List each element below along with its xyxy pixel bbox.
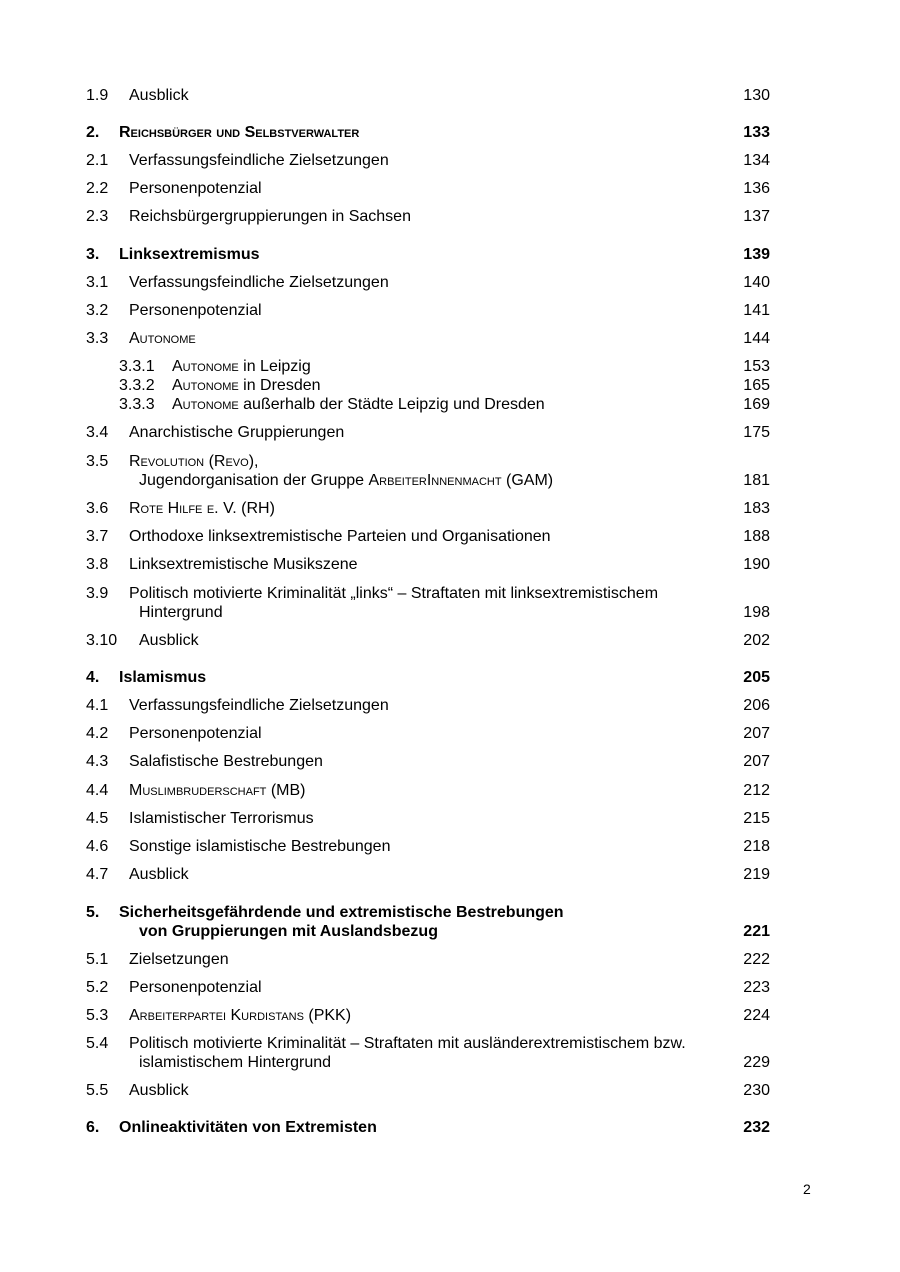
entry-title: Personenpotenzial (129, 979, 262, 996)
toc-entry (0, 179, 900, 199)
toc-subentry (0, 376, 900, 396)
entry-title: Zielsetzungen (129, 951, 229, 968)
toc-entry (0, 499, 900, 519)
entry-number: 3.3.2 (119, 377, 155, 394)
entry-page: 153 (743, 358, 770, 375)
entry-number: 3.8 (86, 556, 109, 573)
entry-title: Salafistische Bestrebungen (129, 753, 323, 770)
entry-page: 175 (743, 424, 770, 441)
toc-entry (0, 865, 900, 885)
entry-title: Linksextremistische Musikszene (129, 556, 358, 573)
entry-title: Ausblick (129, 87, 189, 104)
entry-number: 3.10 (86, 632, 118, 649)
entry-title-rest: in Dresden (238, 377, 321, 394)
entry-title-line2: islamistischem Hintergrund (139, 1054, 332, 1071)
entry-title: Politisch motivierte Kriminalität „links“ – Straftaten mit linksextremistischem (129, 585, 659, 602)
entry-title: Arbeiterpartei Kurdistans (PKK) (129, 1007, 352, 1024)
entry-title: Verfassungsfeindliche Zielsetzungen (129, 697, 389, 714)
toc-entry (0, 724, 900, 744)
entry-title-smallcaps: Autonome (172, 377, 239, 394)
entry-number: 3.4 (86, 424, 109, 441)
entry-number: 3.3.1 (119, 358, 155, 375)
entry-title: Reichsbürger und Selbstverwalter (119, 124, 360, 141)
entry-page: 222 (743, 951, 770, 968)
entry-title: Ausblick (129, 1082, 189, 1099)
toc-entry (0, 781, 900, 801)
entry-number: 4.3 (86, 753, 109, 770)
entry-number: 3.3.3 (119, 396, 155, 413)
toc-entry (0, 301, 900, 321)
entry-page: 215 (743, 810, 770, 827)
entry-page: 181 (743, 472, 770, 489)
page-number: 2 (803, 1181, 811, 1197)
toc-entry (0, 696, 900, 716)
toc-entry (0, 329, 900, 349)
entry-number: 5. (86, 904, 100, 921)
entry-number: 3.2 (86, 302, 109, 319)
entry-page: 169 (743, 396, 770, 413)
entry-title: Sicherheitsgefährdende und extremistische Bestrebungen (119, 904, 564, 921)
entry-page: 218 (743, 838, 770, 855)
entry-title: Muslimbruderschaft (MB) (129, 782, 306, 799)
entry-page: 165 (743, 377, 770, 394)
toc-chapter-entry (0, 123, 900, 143)
entry-title: Islamismus (119, 669, 207, 686)
entry-page: 130 (743, 87, 770, 104)
entry-title-line2: Hintergrund (139, 604, 223, 621)
entry-title: Politisch motivierte Kriminalität – Straftaten mit ausländerextremistischem bzw. (129, 1035, 686, 1052)
toc-entry (0, 452, 900, 492)
entry-number: 4.5 (86, 810, 109, 827)
toc-entry (0, 978, 900, 998)
entry-number: 4.2 (86, 725, 109, 742)
entry-title-line2: Jugendorganisation der Gruppe ArbeiterInnenmacht (GAM) (139, 472, 554, 489)
entry-page: 205 (743, 669, 770, 686)
toc-entry (0, 1006, 900, 1026)
entry-page: 133 (743, 124, 770, 141)
entry-title (172, 357, 311, 377)
toc-entry (0, 1081, 900, 1101)
entry-page: 232 (743, 1119, 770, 1136)
entry-page: 212 (743, 782, 770, 799)
entry-number: 4. (86, 669, 100, 686)
entry-page: 134 (743, 152, 770, 169)
entry-title-smallcaps: Autonome (172, 396, 239, 413)
entry-page: 140 (743, 274, 770, 291)
toc-entry (0, 151, 900, 171)
entry-page: 219 (743, 866, 770, 883)
entry-title: Anarchistische Gruppierungen (129, 424, 345, 441)
entry-page: 207 (743, 753, 770, 770)
entry-page: 144 (743, 330, 770, 347)
entry-title-rest: außerhalb der Städte Leipzig und Dresden (238, 396, 545, 413)
entry-page: 137 (743, 208, 770, 225)
entry-title: Ausblick (129, 866, 189, 883)
entry-title: Personenpotenzial (129, 725, 262, 742)
entry-page: 223 (743, 979, 770, 996)
entry-number: 3.5 (86, 453, 109, 470)
entry-page: 206 (743, 697, 770, 714)
toc-entry (0, 837, 900, 857)
toc-subentry (0, 357, 900, 377)
entry-number: 1.9 (86, 87, 109, 104)
entry-number: 5.1 (86, 951, 109, 968)
entry-number: 5.4 (86, 1035, 109, 1052)
toc-chapter-entry (0, 245, 900, 265)
toc-chapter-entry (0, 903, 900, 943)
entry-title: Rote Hilfe e. V. (RH) (129, 500, 275, 517)
entry-title: Sonstige islamistische Bestrebungen (129, 838, 391, 855)
toc-entry (0, 809, 900, 829)
entry-number: 5.3 (86, 1007, 109, 1024)
toc-chapter-entry (0, 668, 900, 688)
toc-entry (0, 631, 900, 651)
toc-entry (0, 423, 900, 443)
entry-title: Orthodoxe linksextremistische Parteien und Organisationen (129, 528, 551, 545)
entry-number: 3.1 (86, 274, 109, 291)
entry-page: 202 (743, 632, 770, 649)
entry-page: 198 (743, 604, 770, 621)
entry-page: 183 (743, 500, 770, 517)
toc-entry (0, 1034, 900, 1074)
toc-chapter-entry (0, 1118, 900, 1138)
entry-number: 3. (86, 246, 100, 263)
entry-number: 5.5 (86, 1082, 109, 1099)
entry-number: 2.1 (86, 152, 109, 169)
entry-number: 2. (86, 124, 100, 141)
entry-title: Onlineaktivitäten von Extremisten (119, 1119, 377, 1136)
entry-page: 139 (743, 246, 770, 263)
entry-title: Linksextremismus (119, 246, 260, 263)
entry-title: Revolution (Revo), (129, 453, 259, 470)
toc-entry (0, 207, 900, 227)
entry-page: 207 (743, 725, 770, 742)
toc-subentry (0, 395, 900, 415)
entry-title: Verfassungsfeindliche Zielsetzungen (129, 152, 389, 169)
entry-page: 224 (743, 1007, 770, 1024)
entry-number: 4.6 (86, 838, 109, 855)
toc-entry (0, 86, 900, 106)
entry-number: 5.2 (86, 979, 109, 996)
entry-title: Islamistischer Terrorismus (129, 810, 314, 827)
entry-title (172, 376, 321, 396)
toc-entry (0, 273, 900, 293)
toc-entry (0, 950, 900, 970)
entry-number: 4.4 (86, 782, 109, 799)
entry-page: 229 (743, 1054, 770, 1071)
entry-page: 188 (743, 528, 770, 545)
entry-number: 2.3 (86, 208, 109, 225)
entry-number: 6. (86, 1119, 100, 1136)
entry-title: Verfassungsfeindliche Zielsetzungen (129, 274, 389, 291)
toc-entry (0, 555, 900, 575)
entry-number: 3.7 (86, 528, 109, 545)
entry-title: Personenpotenzial (129, 180, 262, 197)
entry-title: Personenpotenzial (129, 302, 262, 319)
toc-entry (0, 527, 900, 547)
entry-number: 4.7 (86, 866, 109, 883)
entry-title-rest: in Leipzig (238, 358, 311, 375)
entry-page: 141 (743, 302, 770, 319)
entry-number: 2.2 (86, 180, 109, 197)
entry-title-line2: von Gruppierungen mit Auslandsbezug (139, 923, 438, 940)
entry-number: 3.9 (86, 585, 109, 602)
entry-number: 4.1 (86, 697, 109, 714)
entry-page: 230 (743, 1082, 770, 1099)
entry-title: Reichsbürgergruppierungen in Sachsen (129, 208, 411, 225)
entry-title (172, 395, 545, 415)
entry-title: Autonome (129, 330, 196, 347)
entry-page: 190 (743, 556, 770, 573)
entry-number: 3.3 (86, 330, 109, 347)
entry-number: 3.6 (86, 500, 109, 517)
entry-title-smallcaps: Autonome (172, 358, 239, 375)
entry-page: 136 (743, 180, 770, 197)
toc-entry (0, 584, 900, 624)
entry-title: Ausblick (139, 632, 199, 649)
toc-entry (0, 752, 900, 772)
entry-page: 221 (743, 923, 770, 940)
